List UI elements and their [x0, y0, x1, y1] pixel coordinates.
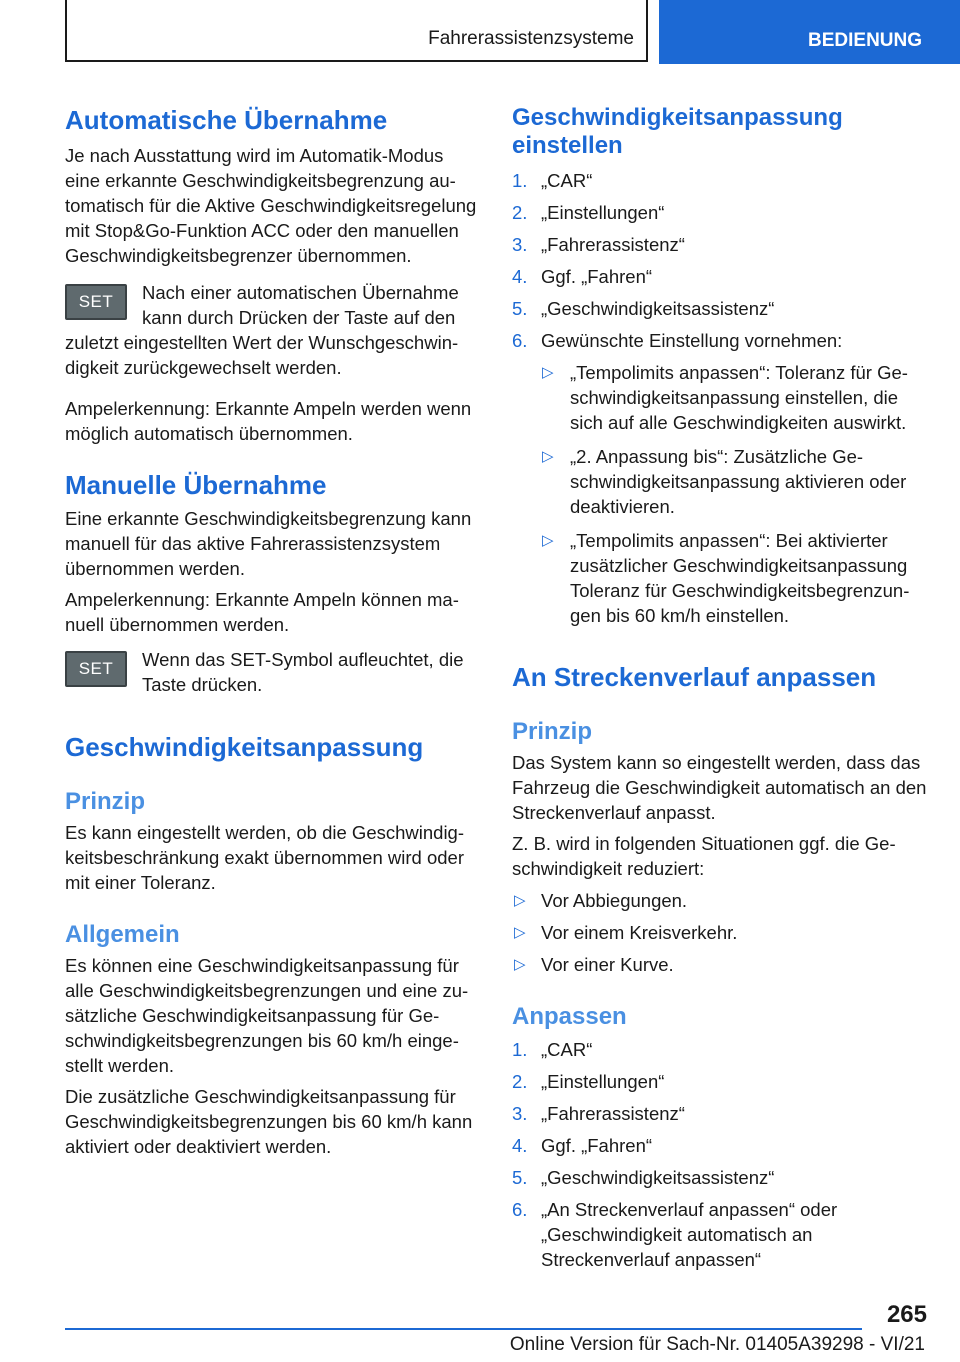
triangle-bullet-icon: ▷ — [542, 532, 554, 549]
set-note-2 — [65, 647, 478, 697]
heading-route-adjust: An Streckenverlauf anpassen — [512, 662, 877, 692]
sub-bullet: ▷ „Tempolimits anpassen“: Toleranz für Geschwindigkeitsanpassung einstellen, die sich auf alle Geschwindigkeiten auswirkt. — [542, 362, 908, 433]
bullet-list — [512, 888, 932, 977]
paragraph-manual-1: Eine erkannte Geschwindigkeitsbegrenzung kann manuell für das aktive Fahrerassistenzsystem übernommen werden. — [65, 508, 472, 579]
steps-list-2 — [512, 1037, 932, 1272]
list-item: ▷ Vor einer Kurve. — [514, 954, 674, 975]
paragraph-auto-2a: Nach einer automatischen Übernahme kann durch Drücken der Taste auf den — [142, 282, 459, 328]
list-item: 6. „An Streckenverlauf anpassen“ oder „Geschwindigkeit automatisch an Streckenverlauf anpassen“ — [512, 1199, 838, 1270]
set-button-icon: SET — [65, 651, 127, 687]
list-item: ▷ Vor Abbiegungen. — [514, 890, 688, 911]
page-number: 265 — [886, 1301, 927, 1328]
list-item: 1. „CAR“ — [512, 1039, 593, 1060]
list-item: 4. Ggf. „Fahren“ — [512, 1135, 653, 1156]
list-item: ▷ Vor einem Kreisverkehr. — [514, 922, 738, 943]
heading-prinzip-2: Prinzip — [512, 718, 593, 745]
heading-prinzip: Prinzip — [65, 788, 146, 815]
paragraph-allgemein-1: Es können eine Geschwindigkeitsanpassung für alle Geschwindigkeitsbegrenzungen und eine zusätzliche Geschwindigkeitsanpassung für Geschwindigkeitsbegrenzungen bis 60 km/h eingestellt werden. — [65, 955, 469, 1076]
list-item: 5. „Geschwindigkeitsassistenz“ — [512, 298, 775, 319]
heading-allgemein: Allgemein — [65, 921, 180, 948]
paragraph-prinzip: Es kann eingestellt werden, ob die Geschwindigkeitsbeschränkung exakt übernommen wird oder mit einer Toleranz. — [65, 822, 465, 893]
list-item: 6. Gewünschte Einstellung vornehmen: — [512, 330, 843, 351]
header-chapter-box — [65, 0, 648, 62]
list-item: 2. „Einstellungen“ — [512, 202, 665, 223]
heading-speed-adjust: Geschwindigkeitsanpassung — [65, 732, 424, 762]
sub-bullet: ▷ „Tempolimits anpassen“: Bei aktivierter zusätzlicher Geschwindigkeitsanpassung Toleranz für Geschwindigkeitsbegrenzungen bis 60 km/h einstellen. — [542, 530, 910, 626]
footer-version: Online Version für Sach-Nr. 01405A39298 - VI/21 — [509, 1334, 925, 1355]
heading-manual: Manuelle Übernahme — [65, 470, 327, 500]
paragraph-allgemein-2: Die zusätzliche Geschwindigkeitsanpassung für Geschwindigkeitsbegrenzungen bis 60 km/h kann aktiviert oder deaktiviert werden. — [65, 1086, 473, 1157]
paragraph-auto-1: Je nach Ausstattung wird im Automatik-Modus eine erkannte Geschwindigkeitsbegrenzung automatisch für die Aktive Geschwindigkeitsregelung mit Stop&Go-Funktion ACC oder den manuellen Geschwindigkeitsbegrenzer übernommen. — [65, 145, 477, 266]
paragraph-manual-3: Wenn das SET-Symbol aufleuchtet, die Taste drücken. — [142, 649, 464, 695]
paragraph-route-1: Das System kann so eingestellt werden, dass das Fahrzeug die Geschwindigkeit automatisch an den Streckenverlauf anpasst. — [512, 752, 927, 823]
set-button-icon: SET — [65, 284, 127, 320]
set-note-1 — [65, 280, 478, 380]
list-item: 4. Ggf. „Fahren“ — [512, 266, 653, 287]
triangle-bullet-icon: ▷ — [542, 448, 554, 465]
header-section: BEDIENUNG — [659, 0, 960, 64]
paragraph-manual-2: Ampelerkennung: Erkannte Ampeln können manuell übernommen werden. — [65, 589, 459, 635]
heading-automatic: Automatische Übernahme — [65, 105, 388, 135]
triangle-bullet-icon: ▷ — [514, 956, 526, 973]
left-column — [65, 100, 478, 1159]
paragraph-auto-3: Ampelerkennung: Erkannte Ampeln werden wenn möglich automatisch übernommen. — [65, 398, 472, 444]
heading-anpassen: Anpassen — [512, 1003, 627, 1030]
list-item: 2. „Einstellungen“ — [512, 1071, 665, 1092]
triangle-bullet-icon: ▷ — [514, 892, 526, 909]
list-item: 3. „Fahrerassistenz“ — [512, 1103, 685, 1124]
list-item: 5. „Geschwindigkeitsassistenz“ — [512, 1167, 775, 1188]
paragraph-route-2: Z. B. wird in folgenden Situationen ggf. die Geschwindigkeit reduziert: — [512, 833, 896, 879]
list-item: 1. „CAR“ — [512, 170, 593, 191]
triangle-bullet-icon: ▷ — [514, 924, 526, 941]
right-column — [512, 100, 932, 1272]
paragraph-auto-2b: zuletzt eingestellten Wert der Wunschgeschwindigkeit zurückgewechselt werden. — [65, 332, 459, 378]
header-chapter: Fahrerassistenzsysteme — [428, 28, 634, 49]
triangle-bullet-icon: ▷ — [542, 364, 554, 381]
footer-divider — [65, 1328, 862, 1330]
list-item: 3. „Fahrerassistenz“ — [512, 234, 685, 255]
sub-bullet: ▷ „2. Anpassung bis“: Zusätzliche Geschwindigkeitsanpassung aktivieren oder deaktivieren. — [542, 446, 907, 517]
heading-adjust-settings: Geschwindigkeitsanpassung einstellen — [512, 104, 843, 159]
steps-list-1 — [512, 168, 932, 628]
